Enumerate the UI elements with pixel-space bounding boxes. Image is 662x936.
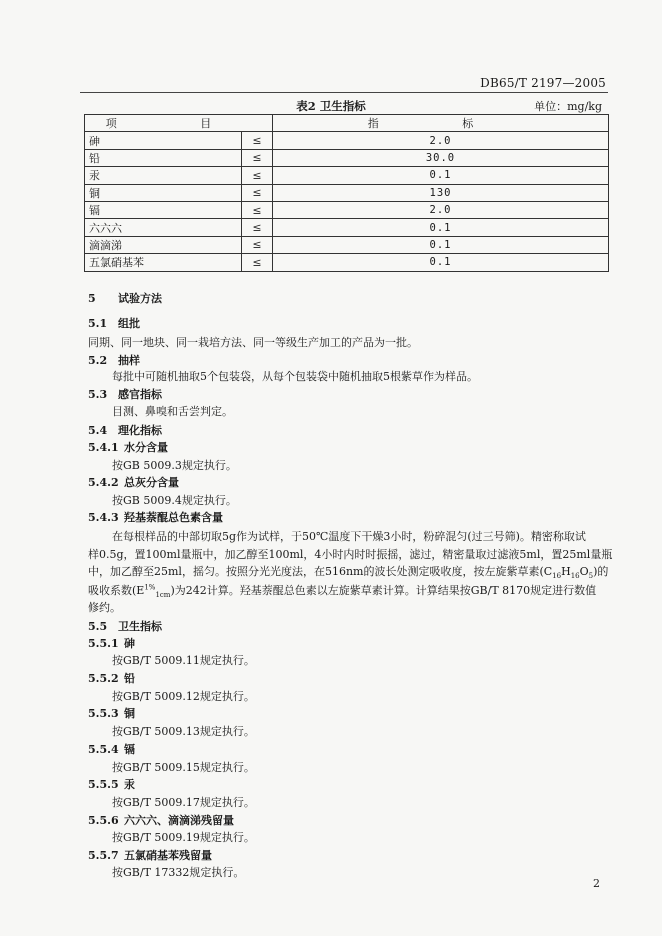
row-item: 五氯硝基苯 [85, 254, 242, 271]
text-run: )为242计算。羟基萘醌总色素以左旋紫草素计算。计算结果按GB/T 8170规定进行数值 [170, 584, 597, 597]
subscript: 16 [570, 572, 580, 581]
row-item: 铅 [85, 149, 242, 166]
section-text: 按GB/T 5009.13规定执行。 [112, 725, 255, 738]
row-item: 滴滴涕 [85, 236, 242, 253]
section-title: 试验方法 [118, 292, 162, 305]
section-title: 组批 [118, 317, 140, 330]
table-row [85, 132, 609, 149]
section-text: 同期、同一地块、同一栽培方法、同一等级生产加工的产品为一批。 [88, 336, 418, 349]
section-number: 5.4 [88, 424, 108, 437]
section-title: 铅 [124, 672, 135, 685]
section-title: 抽样 [118, 354, 140, 367]
row-item: 六六六 [85, 219, 242, 236]
text-run: H [561, 565, 571, 578]
col-header-value: 指 标 [273, 115, 609, 132]
table-title: 表2 卫生指标 [296, 99, 366, 113]
section-text: 按GB/T 5009.17规定执行。 [112, 796, 255, 809]
row-item: 铜 [85, 184, 242, 201]
section-text [88, 563, 608, 580]
row-symbol: ≤ [242, 201, 273, 218]
section-number: 5.5.6 [88, 814, 119, 827]
section-5-5 [88, 618, 162, 634]
section-title: 镉 [124, 743, 135, 756]
section-title: 总灰分含量 [124, 476, 179, 489]
col-header-item: 项 目 [85, 115, 273, 132]
section-title: 铜 [124, 707, 135, 720]
row-value: 0.1 [273, 167, 609, 184]
table-unit: 单位：mg/kg [534, 100, 602, 113]
page-number: 2 [593, 877, 600, 890]
section-text: 样0.5g，置100ml量瓶中，加乙醇至100ml，4小时内时时振摇，滤过，精密量取过滤液5ml，置25ml量瓶 [88, 548, 613, 561]
row-value: 0.1 [273, 254, 609, 271]
table-row [85, 184, 609, 201]
section-number: 5.4.3 [88, 511, 119, 524]
section-number: 5.5.1 [88, 637, 119, 650]
section-5-5-2 [88, 670, 135, 686]
row-symbol: ≤ [242, 219, 273, 236]
standard-code: DB65/T 2197—2005 [480, 76, 606, 90]
section-5 [88, 290, 162, 306]
table-header-row [85, 115, 609, 132]
row-value: 0.1 [273, 219, 609, 236]
hygiene-table [84, 114, 609, 272]
table-row [85, 236, 609, 253]
section-number: 5.2 [88, 354, 108, 367]
section-number: 5.4.1 [88, 441, 119, 454]
section-text: 修约。 [88, 601, 121, 614]
section-number: 5.5.7 [88, 849, 119, 862]
section-title: 六六六、滴滴涕残留量 [124, 814, 234, 827]
table-row [85, 201, 609, 218]
section-title: 砷 [124, 637, 135, 650]
section-text: 按GB 5009.4规定执行。 [112, 494, 237, 507]
header-rule [80, 92, 608, 93]
section-number: 5.5.2 [88, 672, 119, 685]
row-symbol: ≤ [242, 254, 273, 271]
section-number: 5.5.5 [88, 778, 119, 791]
text-run: 中，加乙醇至25ml，摇匀。按照分光光度法，在516nm的波长处测定吸收度，按左旋紫草素(C [88, 565, 553, 578]
row-value: 30.0 [273, 149, 609, 166]
section-5-4-1 [88, 439, 168, 455]
section-5-5-6 [88, 812, 234, 828]
section-text: 按GB/T 17332规定执行。 [112, 866, 245, 879]
table-row [85, 219, 609, 236]
section-5-5-4 [88, 741, 135, 757]
section-text: 按GB/T 5009.12规定执行。 [112, 690, 255, 703]
section-number: 5.3 [88, 388, 108, 401]
section-5-4-2 [88, 474, 179, 490]
section-text: 按GB 5009.3规定执行。 [112, 459, 237, 472]
subscript: 5 [588, 572, 594, 581]
section-text: 按GB/T 5009.15规定执行。 [112, 761, 255, 774]
section-number: 5.5.4 [88, 743, 119, 756]
section-title: 感官指标 [118, 388, 162, 401]
table-row [85, 254, 609, 271]
table-row [85, 149, 609, 166]
section-5-4-3 [88, 509, 223, 525]
section-title: 汞 [124, 778, 135, 791]
section-text: 按GB/T 5009.19规定执行。 [112, 831, 255, 844]
section-text [88, 582, 596, 599]
subscript: 1cm [155, 591, 171, 600]
superscript: 1% [144, 583, 156, 592]
section-5-5-5 [88, 776, 135, 792]
section-5-2 [88, 352, 140, 368]
section-title: 水分含量 [124, 441, 168, 454]
section-title: 卫生指标 [118, 620, 162, 633]
row-symbol: ≤ [242, 236, 273, 253]
section-5-4 [88, 422, 162, 438]
text-run: )的 [593, 565, 609, 578]
section-5-3 [88, 386, 162, 402]
row-item: 砷 [85, 132, 242, 149]
row-symbol: ≤ [242, 149, 273, 166]
section-5-5-3 [88, 705, 135, 721]
section-number: 5.5.3 [88, 707, 119, 720]
row-item: 镉 [85, 201, 242, 218]
section-5-1 [88, 315, 140, 331]
section-text: 按GB/T 5009.11规定执行。 [112, 654, 255, 667]
text-run: 吸收系数(E [88, 584, 145, 597]
section-text: 每批中可随机抽取5个包装袋，从每个包装袋中随机抽取5根紫草作为样品。 [112, 370, 478, 383]
row-symbol: ≤ [242, 167, 273, 184]
subscript: 16 [552, 572, 562, 581]
row-value: 130 [273, 184, 609, 201]
row-value: 2.0 [273, 201, 609, 218]
section-number: 5 [88, 292, 96, 305]
row-symbol: ≤ [242, 132, 273, 149]
row-symbol: ≤ [242, 184, 273, 201]
section-number: 5.4.2 [88, 476, 119, 489]
section-title: 五氯硝基苯残留量 [124, 849, 212, 862]
table-row [85, 167, 609, 184]
section-number: 5.5 [88, 620, 108, 633]
section-title: 羟基萘醌总色素含量 [124, 511, 223, 524]
section-number: 5.1 [88, 317, 108, 330]
row-item: 汞 [85, 167, 242, 184]
row-value: 2.0 [273, 132, 609, 149]
section-5-5-1 [88, 635, 135, 651]
section-title: 理化指标 [118, 424, 162, 437]
row-value: 0.1 [273, 236, 609, 253]
section-text: 在每根样品的中部切取5g作为试样，于50℃温度下干燥3小时，粉碎混匀(过三号筛)。精密称取试 [112, 530, 586, 543]
section-5-5-7 [88, 847, 212, 863]
section-text: 目测、鼻嗅和舌尝判定。 [112, 405, 233, 418]
text-run: O [579, 565, 589, 578]
